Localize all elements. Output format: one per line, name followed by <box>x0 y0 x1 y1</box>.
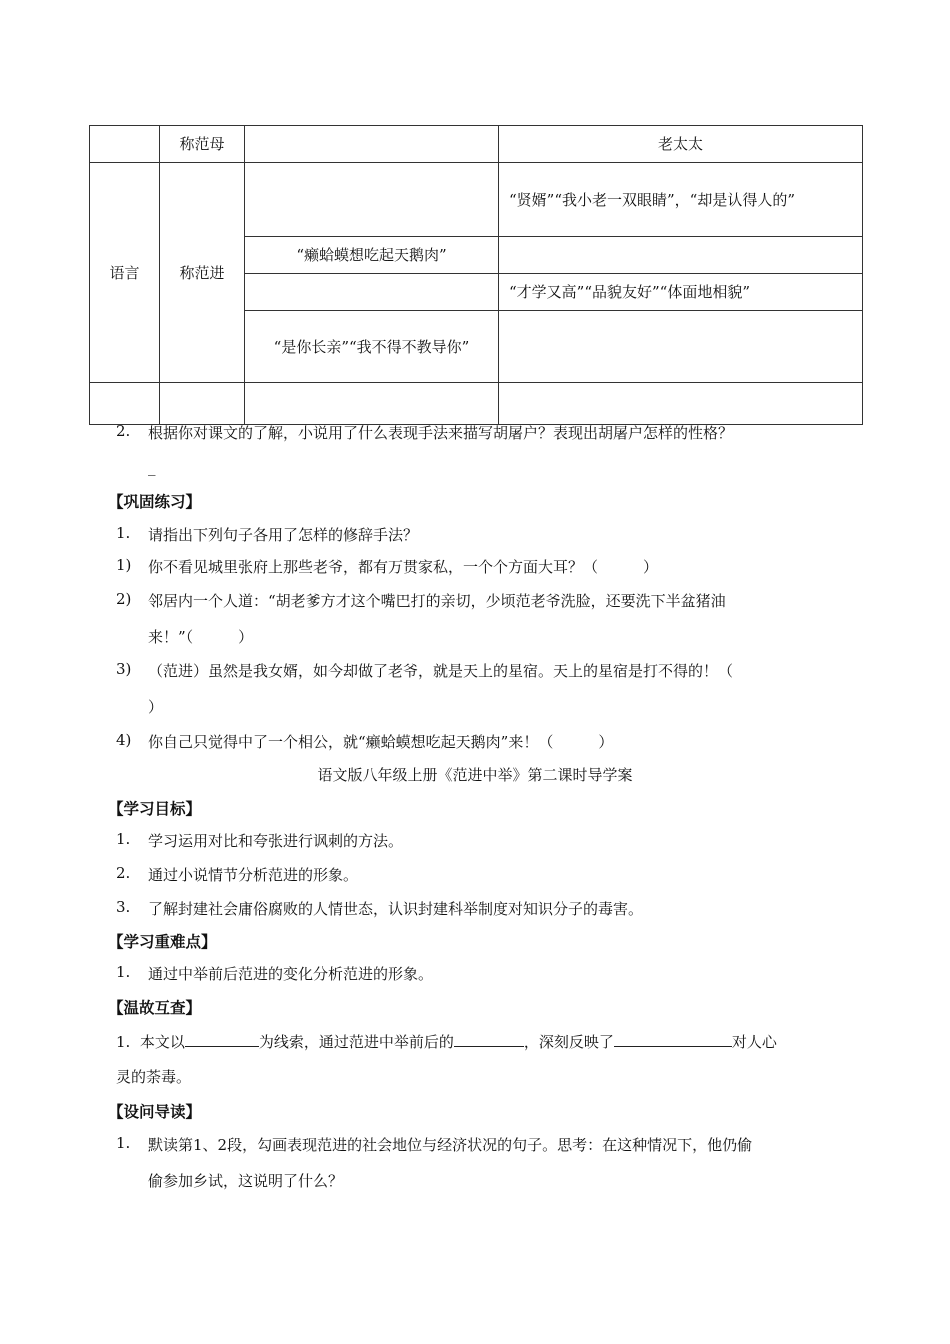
item-number: 1) <box>116 556 132 574</box>
question-text: 灵的荼毒。 <box>116 1068 192 1086</box>
table-cell <box>160 383 245 425</box>
question-text: 本文以 <box>139 1033 185 1051</box>
item-text: 通过小说情节分析范进的形象。 <box>148 866 359 884</box>
question-text: 对人心 <box>731 1033 777 1051</box>
item-text: 你不看见城里张府上那些老爷，都有万贯家私，一个个方面大耳？（ ） <box>148 558 659 576</box>
table-cell: “是你长亲”“我不得不教导你” <box>245 311 499 383</box>
item-number: 2) <box>116 590 132 608</box>
fill-blank[interactable] <box>614 1030 732 1047</box>
sub-label-cell: 称范进 <box>160 163 245 383</box>
item-number: 1. <box>116 830 131 848</box>
table-row <box>90 163 863 237</box>
item-text: 通过中举前后范进的变化分析范进的形象。 <box>148 965 434 983</box>
document-title: 语文版八年级上册《范进中举》第二课时导学案 <box>317 766 633 784</box>
item-number: 4) <box>116 731 132 749</box>
section-heading: 【温故互查】 <box>108 998 202 1017</box>
table-cell: “癞蛤蟆想吃起天鹅肉” <box>245 237 499 274</box>
item-text: 来！”（ ） <box>148 628 254 646</box>
item-number: 3) <box>116 660 132 678</box>
character-analysis-table <box>89 125 863 425</box>
item-number: 3. <box>116 898 131 916</box>
table-cell <box>90 126 160 163</box>
fill-blank[interactable] <box>454 1030 524 1047</box>
question-text: 默读第1、2段，勾画表现范进的社会地位与经济状况的句子。思考：在这种情况下，他仍偷 <box>148 1136 753 1154</box>
table-cell <box>245 274 499 311</box>
item-text: 你自己只觉得中了一个相公，就“癞蛤蟆想吃起天鹅肉”来！（ ） <box>148 733 614 751</box>
fill-in-question <box>116 1030 846 1052</box>
table-row <box>90 126 863 163</box>
item-text: ） <box>148 698 164 716</box>
question-text: 为线索，通过范进中举前后的 <box>258 1033 454 1051</box>
section-heading: 【设问导读】 <box>108 1102 202 1121</box>
table-cell: “贤婿”“我小老一双眼睛”，“却是认得人的” <box>499 163 863 237</box>
question-text: 根据你对课文的了解，小说用了什么表现手法来描写胡屠户？表现出胡屠户怎样的性格？ <box>148 424 734 442</box>
table-cell <box>245 383 499 425</box>
question-number: 2. <box>116 422 131 440</box>
table-cell <box>499 383 863 425</box>
item-number: 2. <box>116 864 131 882</box>
section-heading: 【学习重难点】 <box>108 932 217 951</box>
question-number: 1. <box>116 1134 131 1152</box>
table-cell: “才学又高”“品貌友好”“体面地相貌” <box>499 274 863 311</box>
question-text: ，深刻反映了 <box>523 1033 614 1051</box>
table-row <box>90 383 863 425</box>
table-cell: 老太太 <box>499 126 863 163</box>
item-text: 学习运用对比和夸张进行讽刺的方法。 <box>148 832 404 850</box>
item-text: 了解封建社会庸俗腐败的人情世态，认识封建科举制度对知识分子的毒害。 <box>148 900 644 918</box>
item-text: （范进）虽然是我女婿，如今却做了老爷，就是天上的星宿。天上的星宿是打不得的！（ <box>148 662 734 680</box>
fill-blank[interactable] <box>185 1030 259 1047</box>
table-cell <box>90 383 160 425</box>
item-number: 1. <box>116 963 131 981</box>
table-cell <box>245 126 499 163</box>
table-cell <box>499 311 863 383</box>
section-heading: 【学习目标】 <box>108 799 202 818</box>
item-text: 邻居内一个人道：“胡老爹方才这个嘴巴打的亲切，少顷范老爷洗脸，还要洗下半盆猪油 <box>148 592 726 610</box>
question-text: 请指出下列句子各用了怎样的修辞手法？ <box>148 526 419 544</box>
table-cell: 称范母 <box>160 126 245 163</box>
question-text: 偷参加乡试，这说明了什么？ <box>148 1172 344 1190</box>
section-heading: 【巩固练习】 <box>108 492 202 511</box>
answer-blank: _ <box>148 458 156 476</box>
group-label-cell: 语言 <box>90 163 160 383</box>
question-number: 1. <box>116 1033 131 1051</box>
table-cell <box>245 163 499 237</box>
table-cell <box>499 237 863 274</box>
question-number: 1. <box>116 524 131 542</box>
